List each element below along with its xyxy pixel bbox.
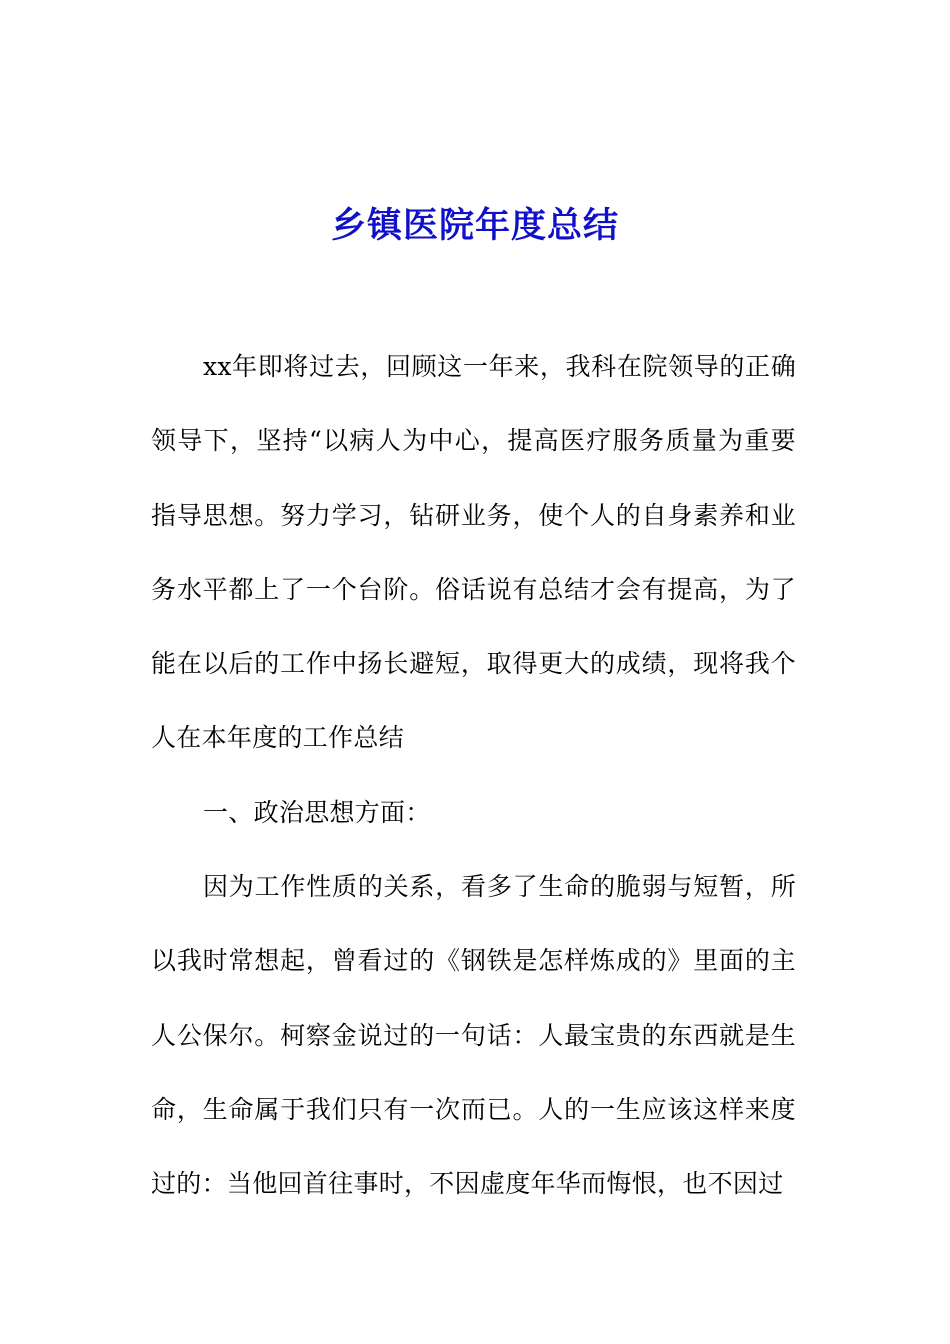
section-heading-political: 一、政治思想方面：: [203, 797, 431, 827]
paragraph-political: 因为工作性质的关系，看多了生命的脆弱与短暂，所以我时常想起，曾看过的《钢铁是怎样炼成的》里面的主人公保尔。柯察金说过的一句话：人最宝贵的东西就是生命，生命属于我们只有一次而已。人的一生应该这样来度过的：当他回首往事时，不因虚度年华而悔恨，也不因过: [151, 872, 796, 1199]
document-body: [151, 330, 796, 1222]
paragraph-intro: xx年即将过去，回顾这一年来，我科在院领导的正确领导下，坚持“以病人为中心，提高医疗服务质量为重要指导思想。努力学习，钻研业务，使个人的自身素养和业务水平都上了一个台阶。俗话说有总结才会有提高，为了能在以后的工作中扬长避短，取得更大的成绩，现将我个人在本年度的工作总结: [151, 352, 796, 753]
document-title: 乡镇医院年度总结: [330, 206, 619, 247]
